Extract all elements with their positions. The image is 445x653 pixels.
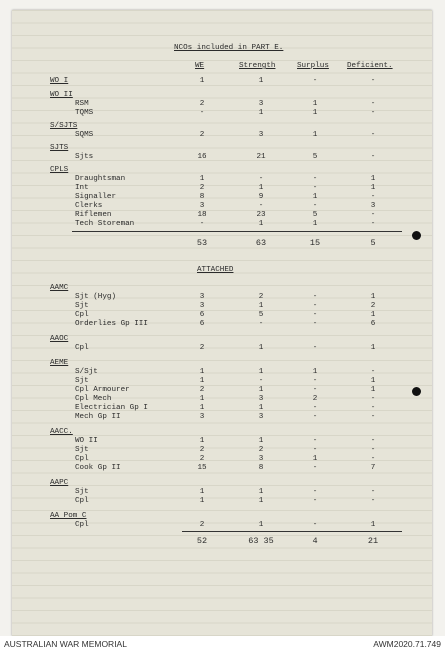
cell-surplus: - xyxy=(312,293,318,301)
cell-surplus: - xyxy=(312,184,318,192)
cell-we: 2 xyxy=(199,344,205,352)
cell-strength: 8 xyxy=(258,464,264,472)
group-header: AACC. xyxy=(50,428,73,436)
group-header: WO II xyxy=(50,91,73,99)
table-row xyxy=(12,152,432,162)
cell-we: 1 xyxy=(199,368,205,376)
group-header: WO I xyxy=(50,77,69,85)
row-label: Sjt xyxy=(75,302,89,310)
cell-we: 2 xyxy=(199,386,205,394)
table-row xyxy=(12,463,432,473)
total-strength: 63 35 xyxy=(248,536,274,546)
cell-deficient: - xyxy=(370,153,376,161)
total-we: 53 xyxy=(196,238,208,248)
cell-surplus: - xyxy=(312,521,318,529)
cell-we: 3 xyxy=(199,413,205,421)
group-header: AAOC xyxy=(50,335,69,343)
cell-deficient: 1 xyxy=(370,344,376,352)
row-label: Cpl xyxy=(75,311,89,319)
cell-we: 3 xyxy=(199,202,205,210)
cell-strength: 3 xyxy=(258,395,264,403)
table-row xyxy=(12,108,432,118)
cell-surplus: 1 xyxy=(312,193,318,201)
row-label: Cook Gp II xyxy=(75,464,121,472)
cell-surplus: - xyxy=(312,386,318,394)
cell-surplus: - xyxy=(312,344,318,352)
cell-surplus: 2 xyxy=(312,395,318,403)
cell-we: 2 xyxy=(199,100,205,108)
cell-deficient: 2 xyxy=(370,302,376,310)
cell-surplus: - xyxy=(312,488,318,496)
row-label: WO II xyxy=(75,437,98,445)
group-header: AA Pom C xyxy=(50,512,87,520)
cell-strength: 3 xyxy=(258,100,264,108)
ruled-line xyxy=(72,231,402,232)
cell-surplus: 1 xyxy=(312,455,318,463)
row-label: Sjt (Hyg) xyxy=(75,293,117,301)
group-header: CPLS xyxy=(50,166,69,174)
page-title: NCOs included in PART E. xyxy=(174,44,284,52)
cell-we: 2 xyxy=(199,446,205,454)
column-header-surplus: Surplus xyxy=(297,62,329,70)
cell-deficient: - xyxy=(370,404,376,412)
cell-surplus: 1 xyxy=(312,109,318,117)
table-row xyxy=(12,343,432,353)
row-label: Riflemen xyxy=(75,211,112,219)
cell-strength: 1 xyxy=(258,302,264,310)
cell-deficient: - xyxy=(370,211,376,219)
cell-deficient: - xyxy=(370,131,376,139)
cell-deficient: - xyxy=(370,446,376,454)
group-header: AAPC xyxy=(50,479,69,487)
archive-footer xyxy=(0,636,445,653)
cell-we: 3 xyxy=(199,293,205,301)
group-header: S/SJTS xyxy=(50,122,78,130)
cell-we: 6 xyxy=(199,320,205,328)
cell-strength: - xyxy=(258,320,264,328)
cell-deficient: 7 xyxy=(370,464,376,472)
cell-surplus: 1 xyxy=(312,100,318,108)
cell-strength: 2 xyxy=(258,293,264,301)
cell-strength: 1 xyxy=(258,344,264,352)
cell-surplus: 1 xyxy=(312,368,318,376)
column-header-strength: Strength xyxy=(239,62,276,70)
cell-strength: 1 xyxy=(258,368,264,376)
footer-source: AUSTRALIAN WAR MEMORIAL xyxy=(4,639,127,649)
cell-surplus: 5 xyxy=(312,153,318,161)
cell-deficient: - xyxy=(370,497,376,505)
totals-row-attached xyxy=(12,536,432,546)
cell-we: 6 xyxy=(199,311,205,319)
row-label: Mech Gp II xyxy=(75,413,121,421)
cell-strength: - xyxy=(258,377,264,385)
row-label: Electrician Gp I xyxy=(75,404,148,412)
table-row xyxy=(12,130,432,140)
cell-we: 1 xyxy=(199,437,205,445)
row-label: TQMS xyxy=(75,109,94,117)
cell-surplus: - xyxy=(312,77,318,85)
row-label: Cpl Armourer xyxy=(75,386,130,394)
row-label: Cpl Mech xyxy=(75,395,112,403)
cell-strength: 21 xyxy=(256,153,266,161)
cell-we: 2 xyxy=(199,131,205,139)
cell-surplus: 1 xyxy=(312,220,318,228)
cell-we: - xyxy=(199,220,205,228)
cell-surplus: - xyxy=(312,175,318,183)
cell-strength: 1 xyxy=(258,386,264,394)
cell-we: 2 xyxy=(199,455,205,463)
row-label: Sjts xyxy=(75,153,94,161)
cell-strength: 1 xyxy=(258,220,264,228)
row-label: Signaller xyxy=(75,193,117,201)
cell-strength: 5 xyxy=(258,311,264,319)
row-label: S/Sjt xyxy=(75,368,98,376)
cell-deficient: 1 xyxy=(370,386,376,394)
cell-strength: 1 xyxy=(258,109,264,117)
cell-surplus: - xyxy=(312,311,318,319)
cell-strength: - xyxy=(258,202,264,210)
cell-surplus: - xyxy=(312,413,318,421)
cell-strength: 1 xyxy=(258,77,264,85)
row-label: Sjt xyxy=(75,488,89,496)
row-label: Int xyxy=(75,184,89,192)
row-label: Cpl xyxy=(75,497,89,505)
row-label: Clerks xyxy=(75,202,103,210)
table-row xyxy=(12,412,432,422)
cell-deficient: - xyxy=(370,77,376,85)
punch-hole-bottom xyxy=(412,387,421,396)
cell-we: 1 xyxy=(199,488,205,496)
cell-strength: 1 xyxy=(258,521,264,529)
cell-we: 1 xyxy=(199,497,205,505)
group-header: AAMC xyxy=(50,284,69,292)
row-label: Cpl xyxy=(75,455,89,463)
row-label: Draughtsman xyxy=(75,175,126,183)
cell-strength: 3 xyxy=(258,455,264,463)
cell-deficient: 1 xyxy=(370,293,376,301)
cell-we: 3 xyxy=(199,302,205,310)
row-label: Sjt xyxy=(75,377,89,385)
total-strength: 63 xyxy=(255,238,267,248)
cell-deficient: 1 xyxy=(370,175,376,183)
cell-surplus: - xyxy=(312,202,318,210)
cell-strength: 3 xyxy=(258,131,264,139)
cell-strength: 1 xyxy=(258,488,264,496)
cell-surplus: - xyxy=(312,302,318,310)
cell-deficient: - xyxy=(370,100,376,108)
column-header-we: WE xyxy=(195,62,205,70)
row-label: SQMS xyxy=(75,131,94,139)
total-deficient: 21 xyxy=(367,536,379,546)
cell-we: 2 xyxy=(199,184,205,192)
cell-surplus: - xyxy=(312,320,318,328)
row-label: Tech Storeman xyxy=(75,220,135,228)
cell-strength: 9 xyxy=(258,193,264,201)
totals-row xyxy=(12,238,432,248)
cell-we: 1 xyxy=(199,395,205,403)
cell-we: 2 xyxy=(199,521,205,529)
cell-we: 1 xyxy=(199,404,205,412)
cell-strength: 2 xyxy=(258,446,264,454)
cell-deficient: - xyxy=(370,455,376,463)
cell-deficient: - xyxy=(370,437,376,445)
group-header: SJTS xyxy=(50,144,69,152)
cell-deficient: - xyxy=(370,109,376,117)
cell-surplus: - xyxy=(312,377,318,385)
cell-strength: 23 xyxy=(256,211,266,219)
total-surplus: 15 xyxy=(309,238,321,248)
total-we: 52 xyxy=(196,536,208,546)
cell-deficient: - xyxy=(370,395,376,403)
table-row xyxy=(12,219,432,229)
cell-deficient: - xyxy=(370,368,376,376)
cell-deficient: 1 xyxy=(370,521,376,529)
column-header-deficient: Deficient. xyxy=(347,62,393,70)
footer-reference: AWM2020.71.749 xyxy=(373,639,441,649)
document-page xyxy=(12,10,432,636)
row-label: Sjt xyxy=(75,446,89,454)
cell-strength: 1 xyxy=(258,497,264,505)
cell-we: 8 xyxy=(199,193,205,201)
table-row xyxy=(12,496,432,506)
cell-deficient: 1 xyxy=(370,377,376,385)
cell-deficient: 6 xyxy=(370,320,376,328)
cell-we: 1 xyxy=(199,377,205,385)
group-header: AEME xyxy=(50,359,69,367)
cell-we: 15 xyxy=(197,464,207,472)
cell-deficient: - xyxy=(370,193,376,201)
cell-deficient: 1 xyxy=(370,311,376,319)
cell-strength: 1 xyxy=(258,184,264,192)
cell-surplus: 1 xyxy=(312,131,318,139)
cell-we: 18 xyxy=(197,211,207,219)
cell-deficient: 3 xyxy=(370,202,376,210)
ruled-line xyxy=(182,531,402,532)
row-label: RSM xyxy=(75,100,89,108)
cell-strength: 1 xyxy=(258,404,264,412)
cell-surplus: - xyxy=(312,437,318,445)
total-deficient: 5 xyxy=(370,238,376,248)
attached-title: ATTACHED xyxy=(197,266,234,274)
total-surplus: 4 xyxy=(312,536,318,546)
cell-deficient: - xyxy=(370,413,376,421)
punch-hole-top xyxy=(412,231,421,240)
cell-surplus: - xyxy=(312,404,318,412)
cell-deficient: - xyxy=(370,488,376,496)
cell-deficient: - xyxy=(370,220,376,228)
cell-strength: 3 xyxy=(258,413,264,421)
table-row xyxy=(12,520,432,530)
cell-we: - xyxy=(199,109,205,117)
cell-we: 1 xyxy=(199,77,205,85)
row-label: Cpl xyxy=(75,344,89,352)
row-label: Orderlies Gp III xyxy=(75,320,148,328)
cell-deficient: 1 xyxy=(370,184,376,192)
cell-surplus: - xyxy=(312,446,318,454)
row-label: Cpl xyxy=(75,521,89,529)
cell-we: 16 xyxy=(197,153,207,161)
cell-surplus: 5 xyxy=(312,211,318,219)
cell-strength: - xyxy=(258,175,264,183)
cell-we: 1 xyxy=(199,175,205,183)
cell-surplus: - xyxy=(312,464,318,472)
table-row xyxy=(12,76,432,86)
table-row xyxy=(12,319,432,329)
cell-surplus: - xyxy=(312,497,318,505)
cell-strength: 1 xyxy=(258,437,264,445)
